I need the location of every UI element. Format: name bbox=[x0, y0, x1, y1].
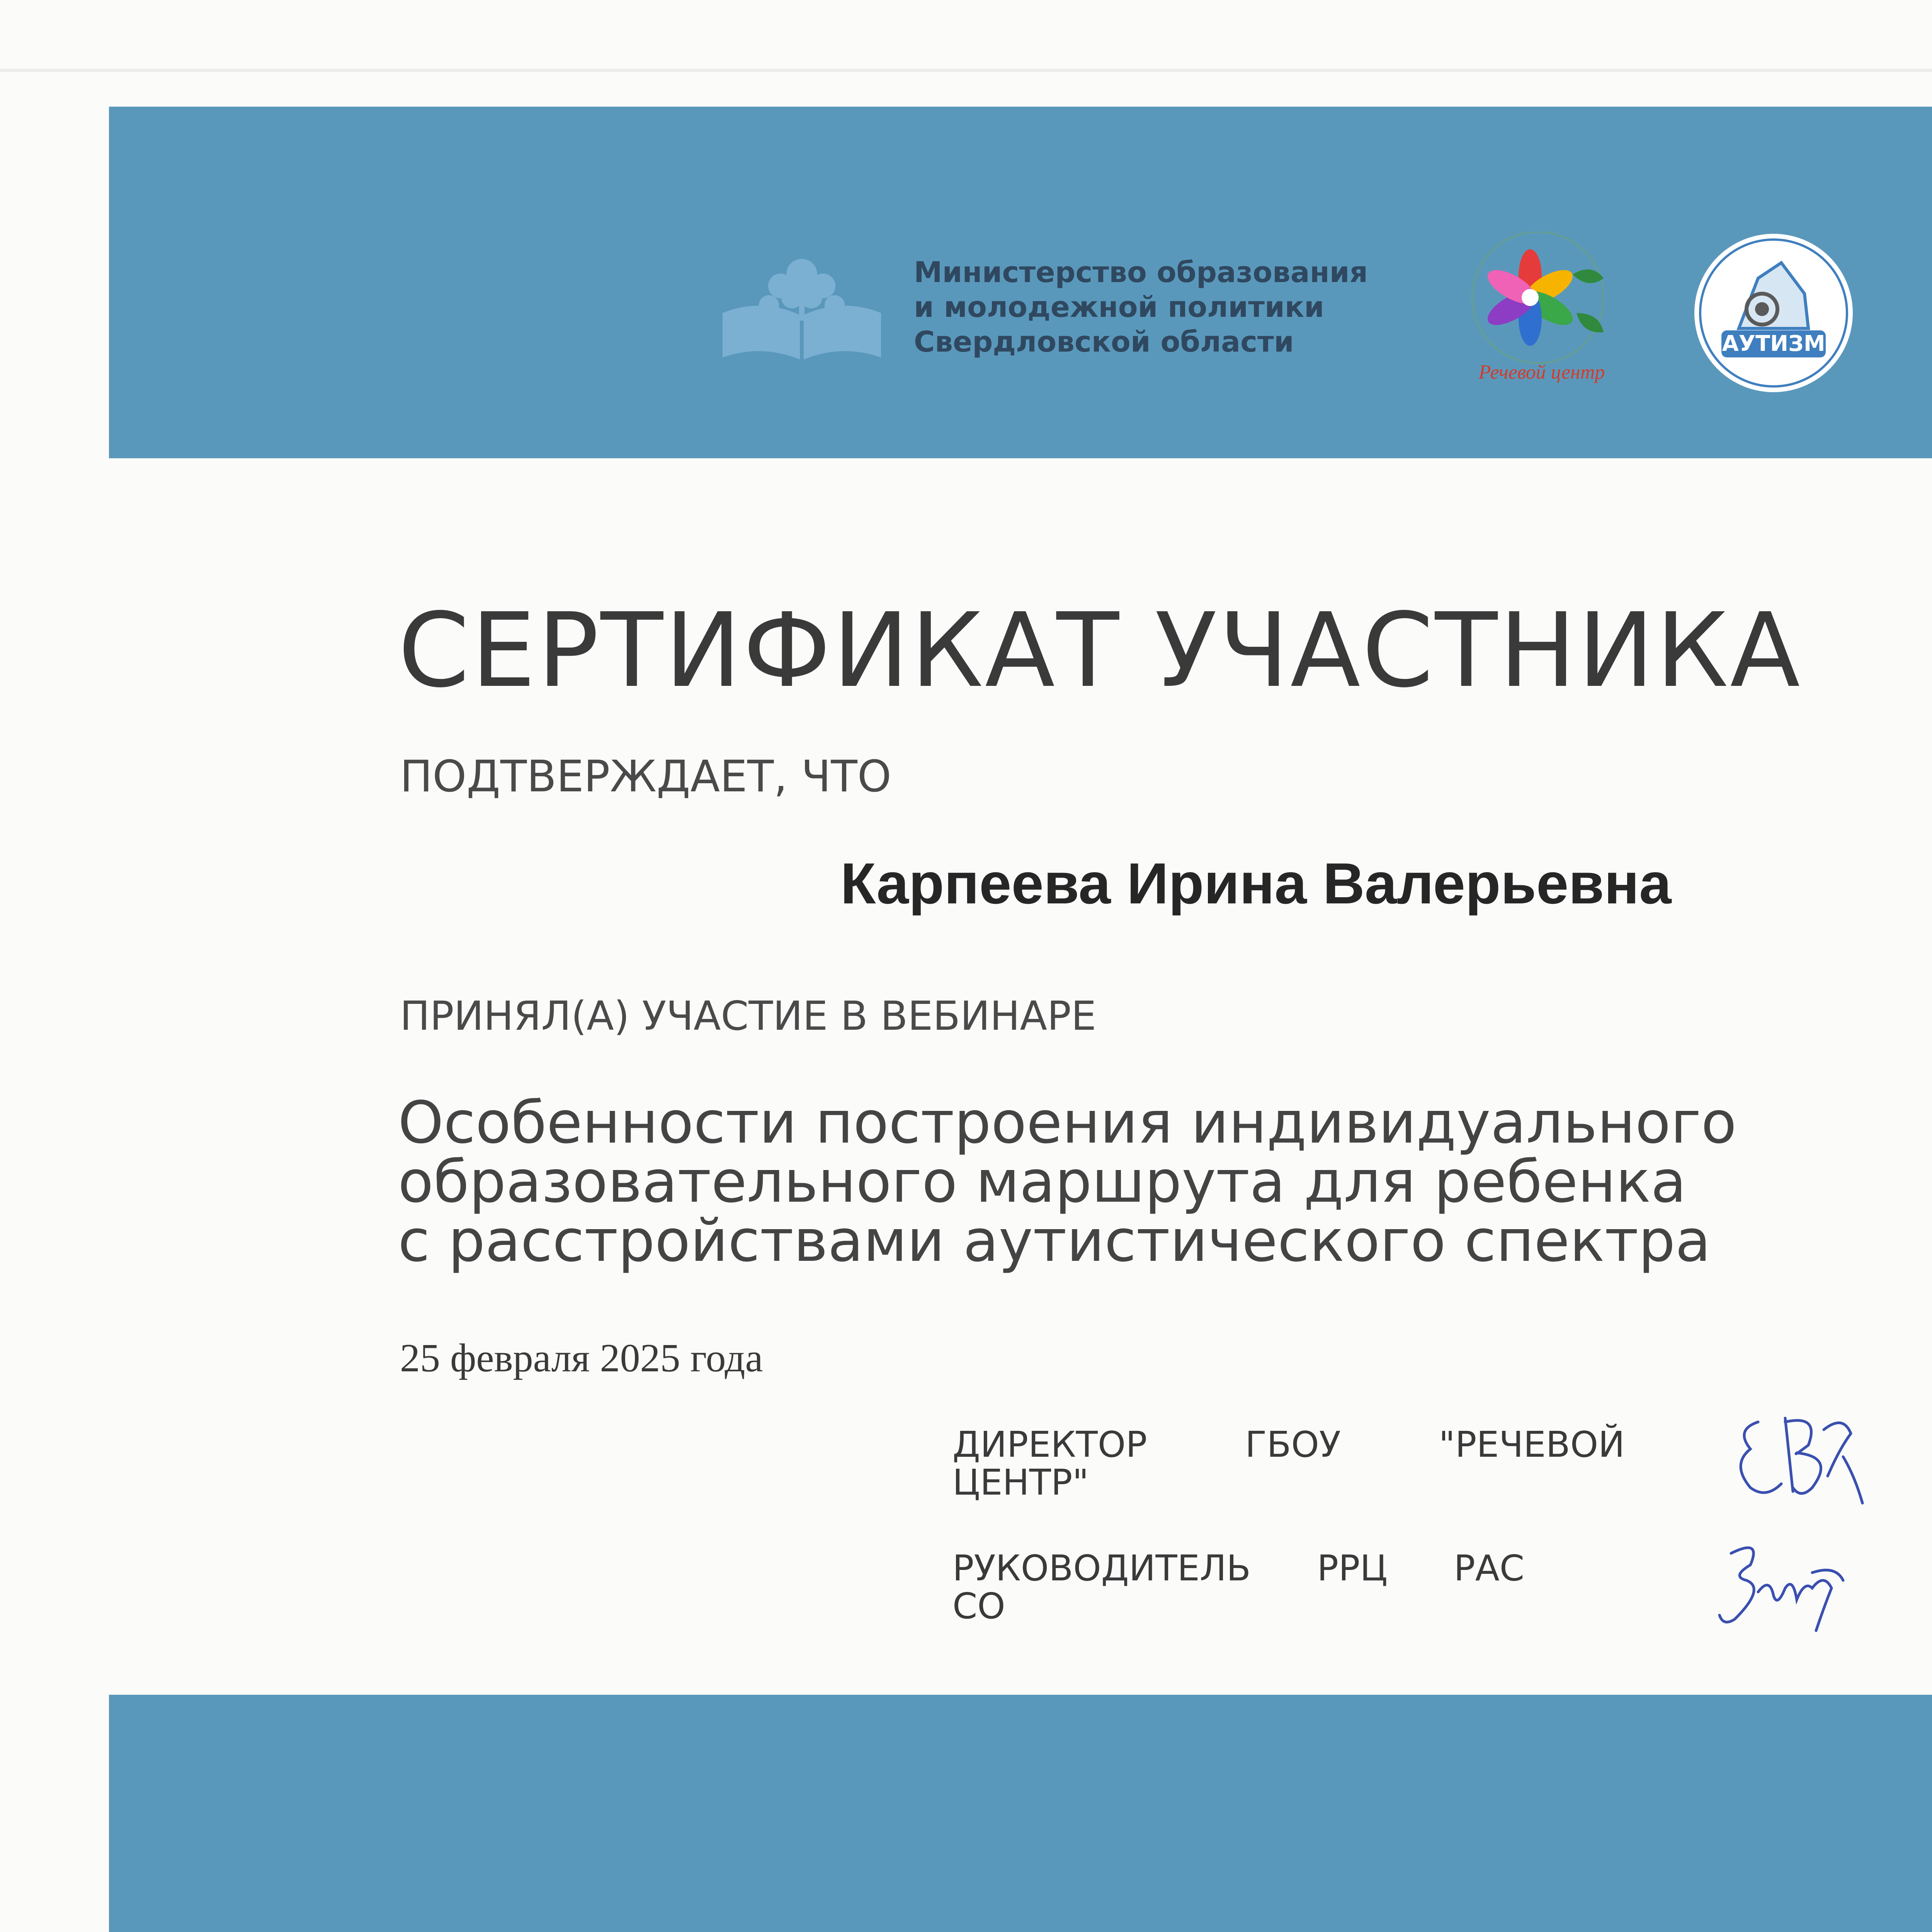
director-signature bbox=[1727, 1399, 1874, 1515]
participation-caption: ПРИНЯЛ(А) УЧАСТИЕ В ВЕБИНАРЕ bbox=[400, 993, 1097, 1039]
role-line-2: СО bbox=[952, 1585, 1005, 1627]
speech-center-flower-logo bbox=[1461, 232, 1623, 386]
certificate-date: 25 февраля 2025 года bbox=[400, 1336, 763, 1380]
role-word: ГБОУ bbox=[1245, 1424, 1341, 1465]
paper-edge bbox=[0, 69, 1932, 72]
ministry-line-1: Министерство образования bbox=[914, 256, 1368, 289]
role-word: РУКОВОДИТЕЛЬ bbox=[952, 1548, 1251, 1589]
signatory-role-head bbox=[952, 1549, 1524, 1625]
role-word: ДИРЕКТОР bbox=[952, 1424, 1147, 1465]
autism-logo-text: АУТИЗМ bbox=[1722, 331, 1825, 356]
role-word: "РЕЧЕВОЙ bbox=[1439, 1424, 1625, 1465]
participant-name: Карпеева Ирина Валерьевна bbox=[840, 851, 1672, 916]
certificate-title: СЕРТИФИКАТ УЧАСТНИКА bbox=[398, 591, 1802, 710]
speech-center-logo-text: Речевой центр bbox=[1478, 361, 1605, 383]
ministry-line-2: и молодежной политики bbox=[914, 291, 1324, 324]
ministry-name bbox=[914, 255, 1368, 359]
role-word: РРЦ bbox=[1317, 1548, 1388, 1589]
webinar-title-line-1: Особенности построения индивидуального bbox=[398, 1089, 1737, 1156]
confirms-caption: ПОДТВЕРЖДАЕТ, ЧТО bbox=[400, 752, 891, 802]
webinar-title bbox=[398, 1089, 1737, 1275]
role-word: РАС bbox=[1454, 1548, 1524, 1589]
signatory-role-director bbox=[952, 1426, 1625, 1502]
footer-band bbox=[109, 1695, 1932, 1932]
ministry-line-3: Свердловской области bbox=[914, 325, 1294, 359]
role-line-2: ЦЕНТР" bbox=[952, 1462, 1089, 1503]
webinar-title-line-2: образовательного маршрута для ребенка bbox=[398, 1148, 1687, 1216]
autism-center-logo bbox=[1692, 232, 1855, 394]
head-signature bbox=[1708, 1530, 1855, 1638]
ministry-book-tree-logo bbox=[715, 247, 889, 363]
webinar-title-line-3: с расстройствами аутистического спектра bbox=[398, 1208, 1711, 1275]
